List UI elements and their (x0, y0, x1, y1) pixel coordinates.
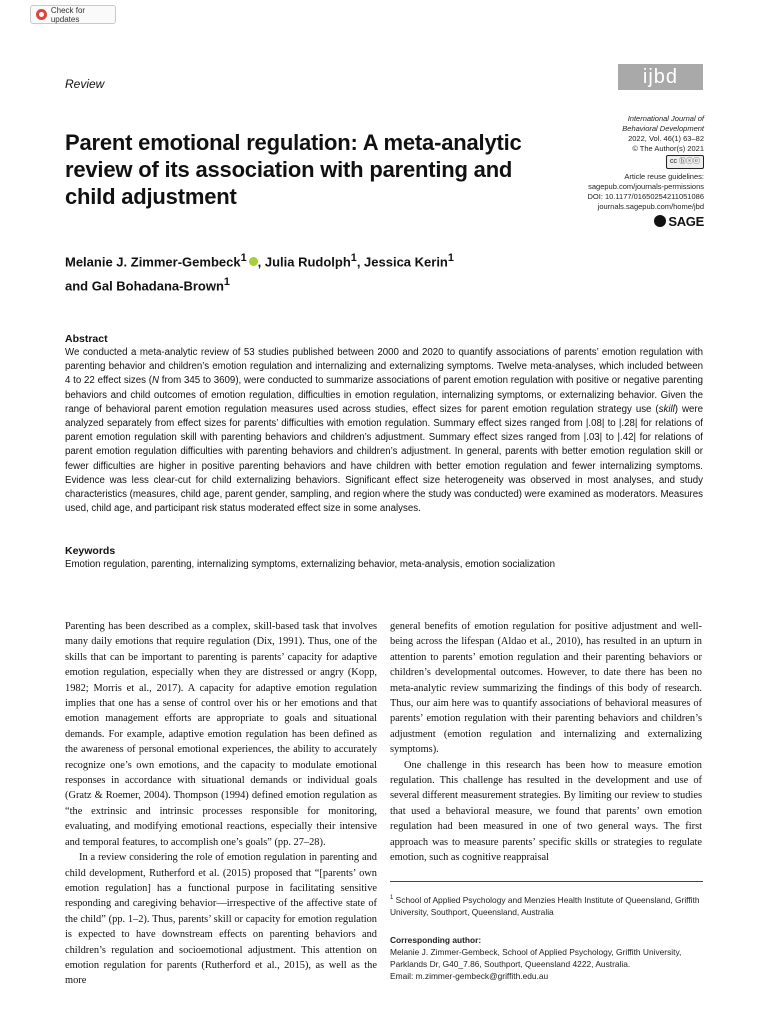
body-paragraph: general benefits of emotion regulation for positive adjustment and well-being across the lifespan (Aldao et al., 2010), has resulted in an upturn in attention to parents’ emotion regulation and their parenting behaviors or children’s developmental outcomes. However, to date there has been no meta-analytic review summarizing the findings of this body of research. Thus, our aim here was to quantify associations of behavioral measures of parents’ emotion regulation with their parenting behaviors and children’s adjustment (emotion regulation and internalizing and externalizing symptoms). (390, 621, 702, 756)
abstract-part-3: ) were analyzed separately from effect sizes for parents’ difficulties with emotion regulation. Summary effect sizes ranged from |.08| to |.28| for relations of parent emotion regulation skill with parenting behaviors and children’s adjustment. Summary effect sizes ranged from |.03| to |.42| for relations of parent emotion regulation difficulties with parenting behaviors and children’s adjustment. In general, parents with better emotion regulation skill or fewer difficulties are higher in positive parenting behaviors and have children with better emotion regulation and fewer internalizing symptoms. Evidence was less clear-cut for child externalizing behaviors. Significant effect size heterogeneity was observed in most analyses, and study characteristics (measures, child age, parent gender, sampling, and region where the study was conducted) were examined as moderators. Measures used, child age, and participant risk status moderated effect size in some analyses. (65, 403, 703, 515)
abstract-text (65, 346, 703, 516)
article-type-label: Review (65, 77, 105, 91)
author-3: , Jessica Kerin (356, 254, 448, 270)
sage-logo-icon (654, 215, 666, 227)
body-paragraph: In a review considering the role of emotion regulation in parenting and child development, Rutherford et al. (2015) proposed that “[parents’ own emotion regulation] has a functional purpose in facilitating sensitive responding and caregiving behavior—irrespective of the affective state of the child” (pp. 1–2). Thus, parents’ skill or capacity for emotion regulation is expected to have downstream effects on parenting behaviors and children’s regulation and socioemotional adjustment. This attention on emotion regulation for parents (Rutherford et al., 2015), as well as the more (65, 852, 377, 987)
check-for-updates-button[interactable] (30, 5, 116, 24)
author-3-affiliation: 1 (447, 252, 454, 264)
affiliation-number: 1 (390, 895, 394, 901)
journal-homepage-link[interactable]: journals.sagepub.com/home/jbd (597, 202, 704, 211)
author-2-affiliation: 1 (350, 252, 357, 264)
abstract-skill-term: skill (658, 403, 675, 415)
publisher-name: SAGE (668, 214, 704, 229)
creative-commons-badge-icon[interactable]: cc ⓑⓢⓔ (666, 155, 704, 169)
author-2: , Julia Rudolph (257, 254, 351, 270)
orcid-icon[interactable] (249, 257, 258, 266)
body-column-right (390, 619, 702, 877)
author-4: and Gal Bohadana-Brown (65, 278, 224, 294)
author-1: Melanie J. Zimmer-Gembeck (65, 254, 241, 270)
abstract-heading: Abstract (65, 333, 108, 345)
body-paragraph: Parenting has been described as a complex, skill-based task that involves many daily emotions that require regulation (Dix, 1991). Thus, one of the skills that can be important to parenting is parents’ capacity for adaptive emotion regulation, especially when they are distressed or angry (Kopp, 1982; Morris et al., 2017). A capacity for adaptive emotion regulation implies that one has a sense of control over his or her emotions and that emotion management efforts are appropriate to goals and situational demands. For example, adaptive emotion regulation has been defined as the awareness of personal emotional experiences, the ability to accurately recognize one’s own emotions, and the capacity to modulate emotional responses in accordance with situational demands or individual goals (Gratz & Roemer, 2004). Thompson (1994) defined emotion regulation as “the extrinsic and intrinsic processes responsible for monitoring, evaluating, and modifying emotional reactions, especially their intensive and temporal features, to accomplish one’s goals” (pp. 27–28). (65, 621, 377, 848)
doi-link[interactable]: DOI: 10.1177/01650254211051086 (587, 192, 704, 201)
journal-meta (560, 114, 704, 227)
corresponding-author-email-link[interactable]: Email: m.zimmer-gembeck@griffith.edu.au (390, 970, 549, 981)
publisher-logo (560, 215, 704, 227)
permissions-link[interactable]: sagepub.com/journals-permissions (588, 182, 704, 191)
journal-name-line-1: International Journal of (627, 114, 704, 123)
author-list (65, 248, 585, 297)
volume-info: 2022, Vol. 46(1) 63–82 (628, 134, 704, 143)
journal-name-line-2: Behavioral Development (622, 124, 704, 133)
abstract-part-1: We conducted a meta-analytic review of 53 studies published between 2000 and 2020 to quantify associations of parents’ emotion regulation with parenting behavior and children’s emotion regulation and internalizing and externalizing symptoms. Twelve meta-analyses, which included between 4 to 22 effect sizes ( (65, 347, 703, 387)
body-paragraph: One challenge in this research has been how to measure emotion regulation. This challenge has resulted in the development and use of several different measurement strategies. By limiting our review to studies that used a behavioral measure, we found that parents’ own emotion regulation had been measured in one of two general ways. The first approach was to measure parents’ specific skills or strategies to regulate emotion, such as cognitive reappraisal (390, 759, 702, 864)
affiliation-footnote (390, 892, 703, 918)
affiliation-text: School of Applied Psychology and Menzies Health Institute of Queensland, Griffith University, Southport, Queensland, Australia (390, 894, 700, 917)
journal-logo: ijbd (618, 64, 703, 90)
reuse-guidelines-label: Article reuse guidelines: (624, 172, 704, 181)
abstract-part-2: from 345 to 3609), were conducted to summarize associations of parent emotion regulation with positive or negative parenting behaviors and child outcomes of emotion regulation, difficulties in emotion regulation, internalizing symptoms, or externalizing behavior. Given the range of behavioral parent emotion regulation measures used across studies, effect sizes for parent emotion regulation strategy use ( (65, 375, 703, 415)
crossmark-icon (36, 9, 47, 20)
footnotes (390, 881, 703, 982)
author-4-affiliation: 1 (223, 276, 230, 289)
body-column-left (65, 619, 377, 989)
keywords-heading: Keywords (65, 545, 116, 557)
author-1-affiliation: 1 (240, 252, 247, 264)
copyright-line: © The Author(s) 2021 (632, 144, 704, 153)
article-title: Parent emotional regulation: A meta-analytic review of its association with parenting and child adjustment (65, 130, 522, 209)
corresponding-author-text: Melanie J. Zimmer-Gembeck, School of Applied Psychology, Griffith University, Parklands Dr, G40_7.86, Southport, Queensland 4222, Australia. (390, 946, 682, 969)
abstract-n-symbol: N (152, 375, 159, 387)
check-for-updates-label: Check for updates (50, 5, 86, 24)
corresponding-author-heading: Corresponding author: (390, 934, 482, 945)
keywords-list: Emotion regulation, parenting, internalizing symptoms, externalizing behavior, meta-analysis, emotion socialization (65, 559, 556, 570)
